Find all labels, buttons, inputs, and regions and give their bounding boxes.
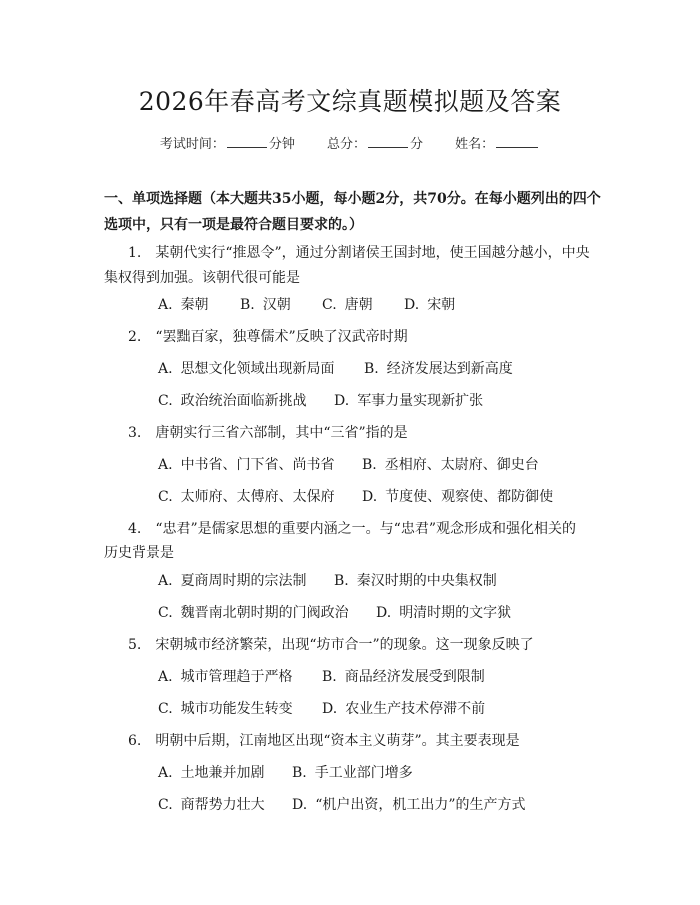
option-text: 手工业部门增多 (314, 765, 413, 781)
option-letter: D. (334, 393, 350, 409)
option-a[interactable] (158, 763, 292, 783)
question-4-stem-cont: 历史背景是 (104, 545, 174, 561)
option-c[interactable] (158, 699, 322, 719)
option-d[interactable] (334, 391, 483, 411)
option-a[interactable] (158, 295, 240, 315)
score-label: 总分： (326, 137, 366, 152)
question-2-options-row1 (158, 359, 513, 379)
option-text: 魏晋南北朝时期的门阀政治 (180, 605, 349, 621)
option-letter: C. (158, 605, 173, 621)
option-text: 丞相府、太尉府、御史台 (384, 457, 539, 473)
option-letter: C. (158, 797, 173, 813)
question-number: 1. (128, 245, 142, 261)
option-c[interactable] (158, 603, 376, 623)
option-a[interactable] (158, 667, 322, 687)
question-5-options-row1 (158, 667, 485, 687)
option-text: 城市功能发生转变 (180, 701, 293, 717)
question-3-options-row1 (158, 455, 539, 475)
question-1-stem-cont: 集权得到加强。该朝代很可能是 (104, 270, 300, 286)
option-letter: A. (158, 457, 173, 473)
question-6-stem (128, 731, 520, 751)
name-label: 姓名： (455, 137, 495, 152)
question-1-stem (128, 243, 590, 263)
option-letter: B. (240, 297, 255, 313)
option-letter: C. (158, 489, 173, 505)
option-letter: A. (158, 297, 173, 313)
option-letter: B. (334, 573, 349, 589)
option-text: 宋朝 (427, 297, 456, 313)
option-a[interactable] (158, 455, 362, 475)
option-letter: B. (364, 361, 379, 377)
question-text: 宋朝城市经济繁荣，出现“坊市合一”的现象。这一现象反映了 (155, 637, 534, 653)
option-text: 唐朝 (344, 297, 373, 313)
option-a[interactable] (158, 571, 334, 591)
question-2-stem (128, 327, 408, 347)
option-a[interactable] (158, 359, 364, 379)
option-letter: A. (158, 361, 173, 377)
time-blank (227, 135, 267, 148)
option-b[interactable] (240, 295, 322, 315)
option-letter: D. (362, 489, 378, 505)
option-text: 商品经济发展受到限制 (344, 669, 485, 685)
option-text: 秦朝 (180, 297, 209, 313)
question-4-stem (128, 519, 576, 539)
question-number: 6. (128, 733, 142, 749)
option-text: 太师府、太傅府、太保府 (180, 489, 335, 505)
option-letter: B. (322, 669, 337, 685)
option-c[interactable] (158, 391, 334, 411)
question-3-options-row2 (158, 487, 553, 507)
option-text: 军事力量实现新扩张 (357, 393, 484, 409)
question-number: 2. (128, 329, 142, 345)
option-text: 秦汉时期的中央集权制 (356, 573, 497, 589)
option-letter: C. (158, 393, 173, 409)
option-b[interactable] (334, 571, 497, 591)
time-label: 考试时间： (159, 137, 225, 152)
option-b[interactable] (364, 359, 513, 379)
question-number: 4. (128, 521, 142, 537)
question-5-options-row2 (158, 699, 485, 719)
option-text: 农业生产技术停滞不前 (345, 701, 486, 717)
question-2-options-row2 (158, 391, 483, 411)
option-text: 中书省、门下省、尚书省 (180, 457, 335, 473)
question-5-stem (128, 635, 534, 655)
option-c[interactable] (158, 795, 292, 815)
page-title: 2026年春高考文综真题模拟题及答案 (138, 87, 562, 116)
score-unit: 分 (410, 137, 424, 152)
option-c[interactable] (158, 487, 362, 507)
option-d[interactable] (292, 795, 526, 815)
option-text: 城市管理趋于严格 (180, 669, 293, 685)
question-4-options-row1 (158, 571, 497, 591)
option-letter: D. (322, 701, 338, 717)
option-d[interactable] (322, 699, 485, 719)
option-letter: D. (376, 605, 392, 621)
question-number: 3. (128, 425, 142, 441)
option-b[interactable] (362, 455, 539, 475)
option-text: 思想文化领域出现新局面 (180, 361, 335, 377)
option-text: 明清时期的文字狱 (399, 605, 512, 621)
option-letter: B. (362, 457, 377, 473)
question-6-options-row1 (158, 763, 413, 783)
time-field (160, 137, 299, 152)
score-blank (368, 135, 408, 148)
option-text: 土地兼并加剧 (180, 765, 265, 781)
question-number: 5. (128, 637, 142, 653)
option-b[interactable] (322, 667, 485, 687)
score-field (327, 137, 427, 152)
option-b[interactable] (292, 763, 413, 783)
option-letter: B. (292, 765, 307, 781)
option-text: 节度使、观察使、都防御使 (385, 489, 554, 505)
name-field (455, 137, 540, 152)
option-letter: C. (158, 701, 173, 717)
option-letter: C. (322, 297, 337, 313)
option-letter: D. (292, 797, 308, 813)
question-6-options-row2 (158, 795, 526, 815)
time-unit: 分钟 (268, 137, 295, 152)
option-d[interactable] (404, 295, 455, 315)
option-d[interactable] (362, 487, 553, 507)
question-text: 明朝中后期，江南地区出现“资本主义萌芽”。其主要表现是 (155, 733, 520, 749)
option-c[interactable] (322, 295, 404, 315)
option-text: 政治统治面临新挑战 (180, 393, 307, 409)
question-1-options (158, 295, 455, 315)
option-text: 汉朝 (262, 297, 291, 313)
question-text: “罢黜百家，独尊儒术”反映了汉武帝时期 (155, 329, 408, 345)
option-letter: A. (158, 765, 173, 781)
option-text: 夏商周时期的宗法制 (180, 573, 307, 589)
name-blank (496, 135, 538, 148)
option-letter: A. (158, 573, 173, 589)
option-text: 经济发展达到新高度 (386, 361, 513, 377)
question-4-options-row2 (158, 603, 511, 623)
question-text: 唐朝实行三省六部制，其中“三省”指的是 (155, 425, 408, 441)
section-heading: 一、单项选择题（本大题共35小题，每小题2分，共70分。在每小题列出的四个选项中，只有一项是最符合题目要求的。） (104, 191, 601, 233)
option-d[interactable] (376, 603, 511, 623)
option-text: 商帮势力壮大 (180, 797, 265, 813)
question-text: “忠君”是儒家思想的重要内涵之一。与“忠君”观念形成和强化相关的 (155, 521, 576, 537)
exam-meta (0, 133, 700, 152)
question-3-stem (128, 423, 408, 443)
question-text: 某朝代实行“推恩令”，通过分割诸侯王国封地，使王国越分越小，中央 (155, 245, 590, 261)
option-text: “机户出资，机工出力”的生产方式 (315, 797, 526, 813)
option-letter: D. (404, 297, 420, 313)
option-letter: A. (158, 669, 173, 685)
